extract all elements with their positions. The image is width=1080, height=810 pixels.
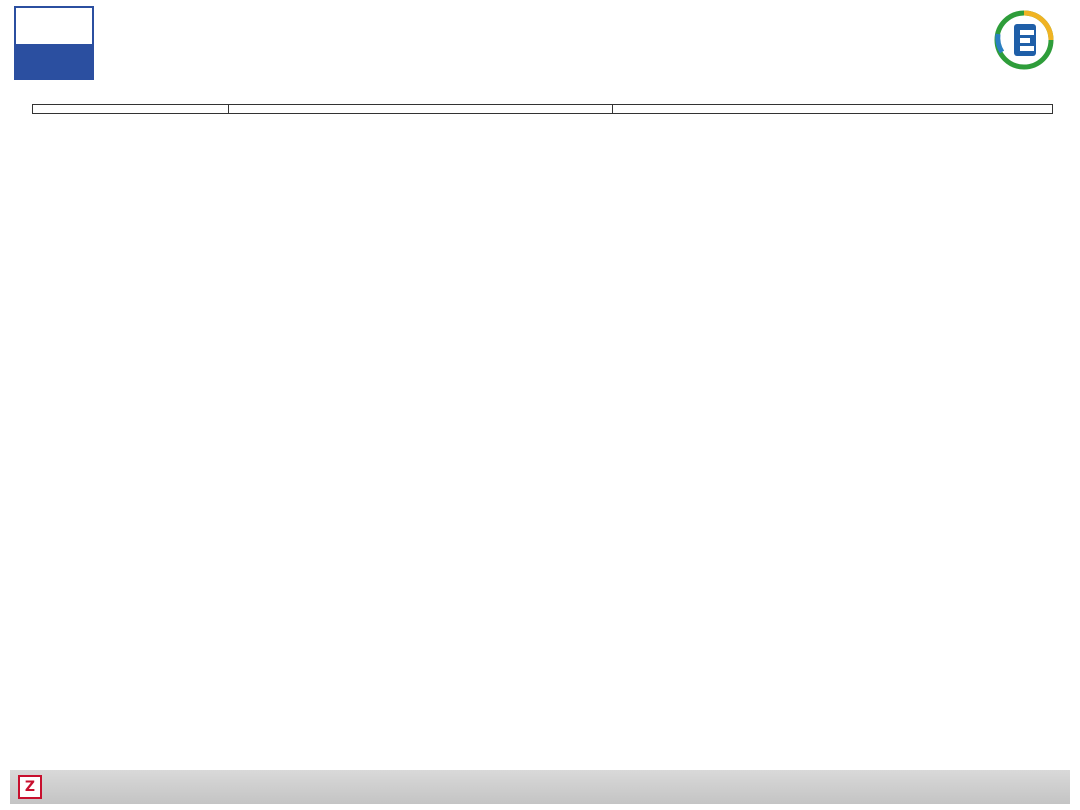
company-logo-icon: Z	[18, 775, 42, 799]
table-header-row	[33, 105, 1053, 114]
e-coating-logo-icon	[994, 10, 1054, 70]
rayco-logo	[14, 6, 94, 80]
header-causes	[229, 105, 613, 114]
header-symptom	[33, 105, 229, 114]
footer-bar	[10, 770, 1070, 804]
rayco-logo-name	[16, 44, 92, 78]
ecoating-logo	[982, 10, 1066, 106]
fault-table	[32, 104, 1053, 114]
rayco-logo-brand	[16, 8, 92, 44]
fault-table-wrap	[32, 104, 1052, 114]
header-measures	[613, 105, 1053, 114]
